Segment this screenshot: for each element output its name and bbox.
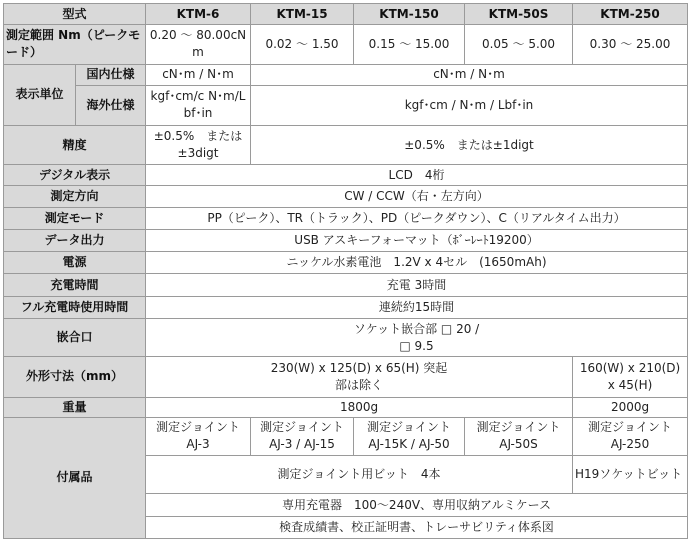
header-row bbox=[4, 4, 688, 25]
accessory-joint-ktm-15-text: 測定ジョイント AJ-3 / AJ-15 bbox=[260, 420, 344, 452]
header-model-ktm-6: KTM-6 bbox=[146, 4, 251, 25]
charge-value: 充電 3時間 bbox=[146, 274, 688, 296]
fulluse-row bbox=[4, 296, 688, 318]
header-model-ktm-50s: KTM-50S bbox=[465, 4, 573, 25]
socket-text: ソケット嵌合部 □ 20 / □ 9.5 bbox=[353, 321, 480, 353]
accessory-joint-ktm-50s bbox=[465, 417, 573, 455]
direction-row bbox=[4, 185, 688, 207]
accessory-docs: 検査成績書、校正証明書、トレーサビリティ体系図 bbox=[146, 516, 688, 538]
output-row bbox=[4, 230, 688, 252]
accessory-joint-ktm-6-text: 測定ジョイント AJ-3 bbox=[156, 420, 240, 452]
range-ktm-50s: 0.05 〜 5.00 bbox=[465, 25, 573, 64]
accessory-joint-ktm-150-text: 測定ジョイント AJ-15K / AJ-50 bbox=[367, 420, 451, 452]
range-label: 測定範囲 Nm（ピークモード） bbox=[4, 25, 146, 64]
size-main-text: 230(W) x 125(D) x 65(H) 突起部は除く bbox=[270, 360, 448, 392]
size-label: 外形寸法（mm） bbox=[4, 357, 146, 397]
mode-value: PP（ピーク）、TR（トラック）、PD（ピークダウン）、C（リアルタイム出力） bbox=[146, 207, 688, 229]
unit-overseas-label: 海外仕様 bbox=[76, 85, 146, 125]
charge-label: 充電時間 bbox=[4, 274, 146, 296]
socket-value bbox=[146, 318, 688, 356]
weight-label: 重量 bbox=[4, 397, 146, 417]
unit-overseas-others: kgf･cm / N･m / Lbf･in bbox=[251, 85, 688, 125]
power-value: ニッケル水素電池 1.2V x 4セル (1650mAh) bbox=[146, 252, 688, 274]
display-value: LCD 4桁 bbox=[146, 165, 688, 185]
range-row bbox=[4, 25, 688, 64]
size-ktm-250: 160(W) x 210(D) x 45(H) bbox=[573, 357, 688, 397]
output-label: データ出力 bbox=[4, 230, 146, 252]
range-ktm-15: 0.02 〜 1.50 bbox=[251, 25, 354, 64]
unit-domestic-label: 国内仕様 bbox=[76, 64, 146, 85]
unit-domestic-others: cN･m / N･m bbox=[251, 64, 688, 85]
display-label: デジタル表示 bbox=[4, 165, 146, 185]
unit-label: 表示単位 bbox=[4, 64, 76, 126]
header-model-ktm-15: KTM-15 bbox=[251, 4, 354, 25]
display-row bbox=[4, 165, 688, 185]
accessory-joint-ktm-250 bbox=[573, 417, 688, 455]
range-ktm-6: 0.20 〜 80.00cNm bbox=[146, 25, 251, 64]
size-main bbox=[146, 357, 573, 397]
weight-ktm-250: 2000g bbox=[573, 397, 688, 417]
weight-row bbox=[4, 397, 688, 417]
accessories-label: 付属品 bbox=[4, 417, 146, 538]
range-ktm-150: 0.15 〜 15.00 bbox=[354, 25, 465, 64]
output-value: USB アスキーフォーマット（ﾎﾞｰﾚｰﾄ19200） bbox=[146, 230, 688, 252]
socket-label: 嵌合口 bbox=[4, 318, 146, 356]
mode-row bbox=[4, 207, 688, 229]
header-model-ktm-150: KTM-150 bbox=[354, 4, 465, 25]
unit-domestic-ktm-6: cN･m / N･m bbox=[146, 64, 251, 85]
mode-label: 測定モード bbox=[4, 207, 146, 229]
accessory-joint-ktm-150 bbox=[354, 417, 465, 455]
unit-overseas-row bbox=[4, 85, 688, 125]
accessory-bit: 測定ジョイント用ビット 4本 bbox=[146, 456, 573, 494]
accuracy-others: ±0.5% または±1digt bbox=[251, 126, 688, 165]
header-model-ktm-250: KTM-250 bbox=[573, 4, 688, 25]
unit-overseas-ktm-6: kgf･cm/c N･m/Lbf･in bbox=[146, 85, 251, 125]
accessory-joint-row bbox=[4, 417, 688, 455]
accuracy-ktm-6: ±0.5% または ±3digt bbox=[146, 126, 251, 165]
charge-row bbox=[4, 274, 688, 296]
socket-row bbox=[4, 318, 688, 356]
range-ktm-250: 0.30 〜 25.00 bbox=[573, 25, 688, 64]
header-type: 型式 bbox=[4, 4, 146, 25]
accuracy-label: 精度 bbox=[4, 126, 146, 165]
accessory-joint-ktm-15 bbox=[251, 417, 354, 455]
accuracy-row bbox=[4, 126, 688, 165]
accessory-joint-ktm-50s-text: 測定ジョイント AJ-50S bbox=[476, 420, 561, 452]
power-row bbox=[4, 252, 688, 274]
size-row bbox=[4, 357, 688, 397]
fulluse-value: 連続約15時間 bbox=[146, 296, 688, 318]
fulluse-label: フル充電時使用時間 bbox=[4, 296, 146, 318]
accessory-bit-ktm-250: H19ソケットビット bbox=[573, 456, 688, 494]
unit-domestic-row bbox=[4, 64, 688, 85]
weight-main: 1800g bbox=[146, 397, 573, 417]
accessory-joint-ktm-250-text: 測定ジョイント AJ-250 bbox=[588, 420, 672, 452]
accessory-joint-ktm-6 bbox=[146, 417, 251, 455]
power-label: 電源 bbox=[4, 252, 146, 274]
accessory-charger: 専用充電器 100〜240V、専用収納アルミケース bbox=[146, 494, 688, 516]
direction-label: 測定方向 bbox=[4, 185, 146, 207]
direction-value: CW / CCW（右・左方向） bbox=[146, 185, 688, 207]
spec-table bbox=[3, 3, 688, 539]
